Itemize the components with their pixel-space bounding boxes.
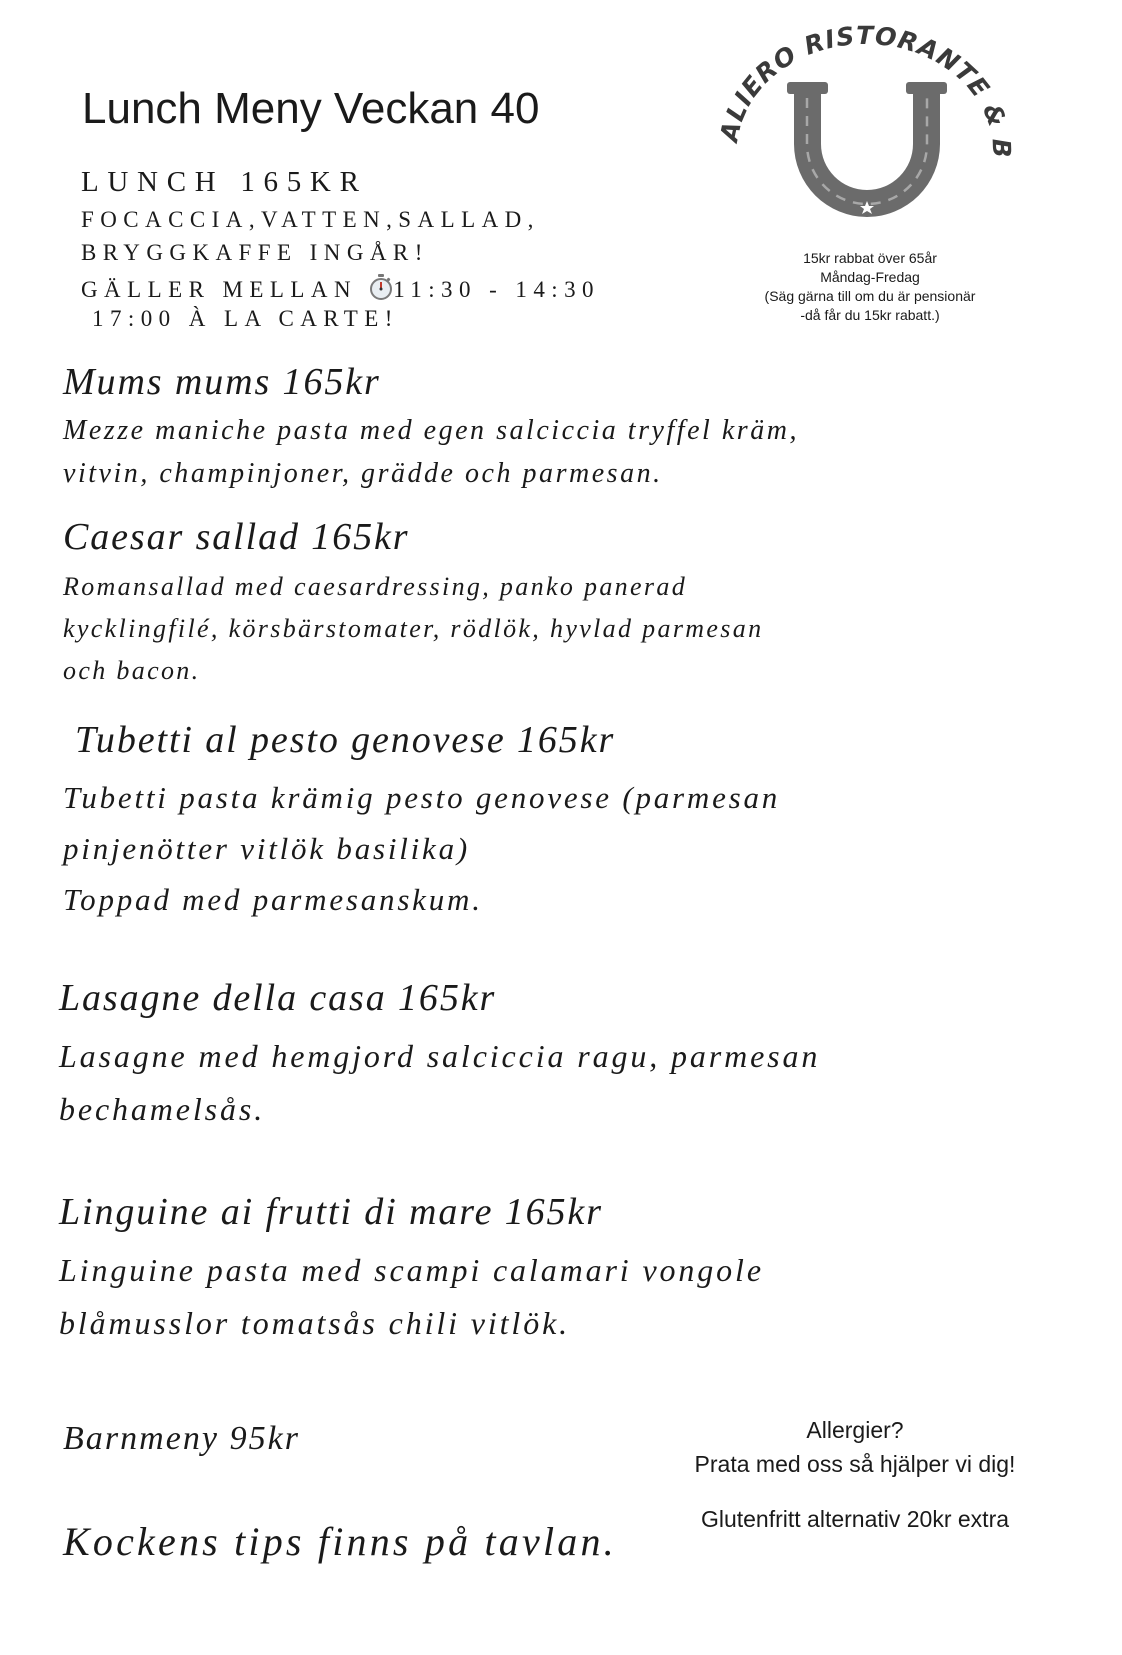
dish-description-line: pinjenötter vitlök basilika) — [63, 831, 470, 866]
allergy-question: Allergier? — [806, 1417, 904, 1443]
dish-description-line: Mezze maniche pasta med egen salciccia tryffel kräm, — [63, 415, 799, 446]
dish-description — [59, 1030, 820, 1136]
lunch-includes-line-2: BRYGGKAFFE INGÅR! — [81, 240, 429, 265]
discount-line-1: 15kr rabbat över 65år — [803, 250, 937, 266]
dish-description-line: och bacon. — [63, 656, 201, 685]
dish-description — [63, 409, 799, 496]
gluten-free-note: Glutenfritt alternativ 20kr extra — [700, 1506, 1010, 1532]
dish-description-line: Romansallad med caesardressing, panko panerad — [63, 572, 688, 601]
horseshoe-icon — [787, 82, 947, 217]
kids-menu: Barnmeny 95kr — [63, 1420, 301, 1457]
discount-line-3: (Säg gärna till om du är pensionär — [764, 288, 976, 304]
dish-name: Linguine ai frutti di mare 165kr — [59, 1191, 603, 1233]
dish-description-line: Tubetti pasta krämig pesto genovese (parmesan — [63, 780, 781, 815]
chef-tip: Kockens tips finns på tavlan. — [63, 1519, 617, 1564]
dish-description-line: Linguine pasta med scampi calamari vongole — [59, 1252, 764, 1288]
dish-description-line: blåmusslor tomatsås chili vitlök. — [59, 1305, 571, 1341]
lunch-hours — [81, 274, 600, 304]
svg-text:CAVALIERO RISTORANTE & BAR — [715, 24, 1015, 159]
hours-range: 11:30 - 14:30 — [393, 277, 600, 302]
lunch-price: LUNCH 165KR — [81, 166, 368, 198]
evening-a-la-carte: 17:00 À LA CARTE! — [92, 306, 399, 331]
hours-prefix: GÄLLER MELLAN — [81, 277, 370, 302]
page-title: Lunch Meny Veckan 40 — [82, 84, 540, 133]
allergy-note — [680, 1413, 1030, 1481]
dish-name: Mums mums 165kr — [63, 361, 381, 403]
logo-text: ALIERO RISTORANTE & B — [715, 24, 1015, 160]
restaurant-logo — [715, 24, 1015, 239]
senior-discount-note — [730, 249, 1010, 325]
discount-line-4: -då får du 15kr rabatt.) — [800, 307, 940, 323]
lunch-includes-line-1: FOCACCIA,VATTEN,SALLAD, — [81, 207, 540, 232]
dish-description-line: kycklingfilé, körsbärstomater, rödlök, hyvlad parmesan — [63, 614, 764, 643]
dish-description-line: vitvin, champinjoner, grädde och parmesan. — [63, 458, 663, 490]
dish-description — [63, 566, 763, 692]
dish-description — [63, 772, 780, 925]
dish-description-line: Lasagne med hemgjord salciccia ragu, parmesan — [59, 1038, 821, 1074]
dish-description-line: Toppad med parmesanskum. — [63, 882, 483, 917]
stopwatch-icon — [369, 274, 393, 304]
allergy-help: Prata med oss så hjälper vi dig! — [694, 1451, 1016, 1477]
dish-name: Tubetti al pesto genovese 165kr — [75, 719, 616, 761]
discount-line-2: Måndag-Fredag — [820, 269, 920, 285]
dish-description-line: bechamelsås. — [59, 1091, 266, 1127]
dish-name: Lasagne della casa 165kr — [59, 977, 497, 1019]
dish-name: Caesar sallad 165kr — [63, 516, 410, 558]
dish-description — [59, 1244, 764, 1350]
